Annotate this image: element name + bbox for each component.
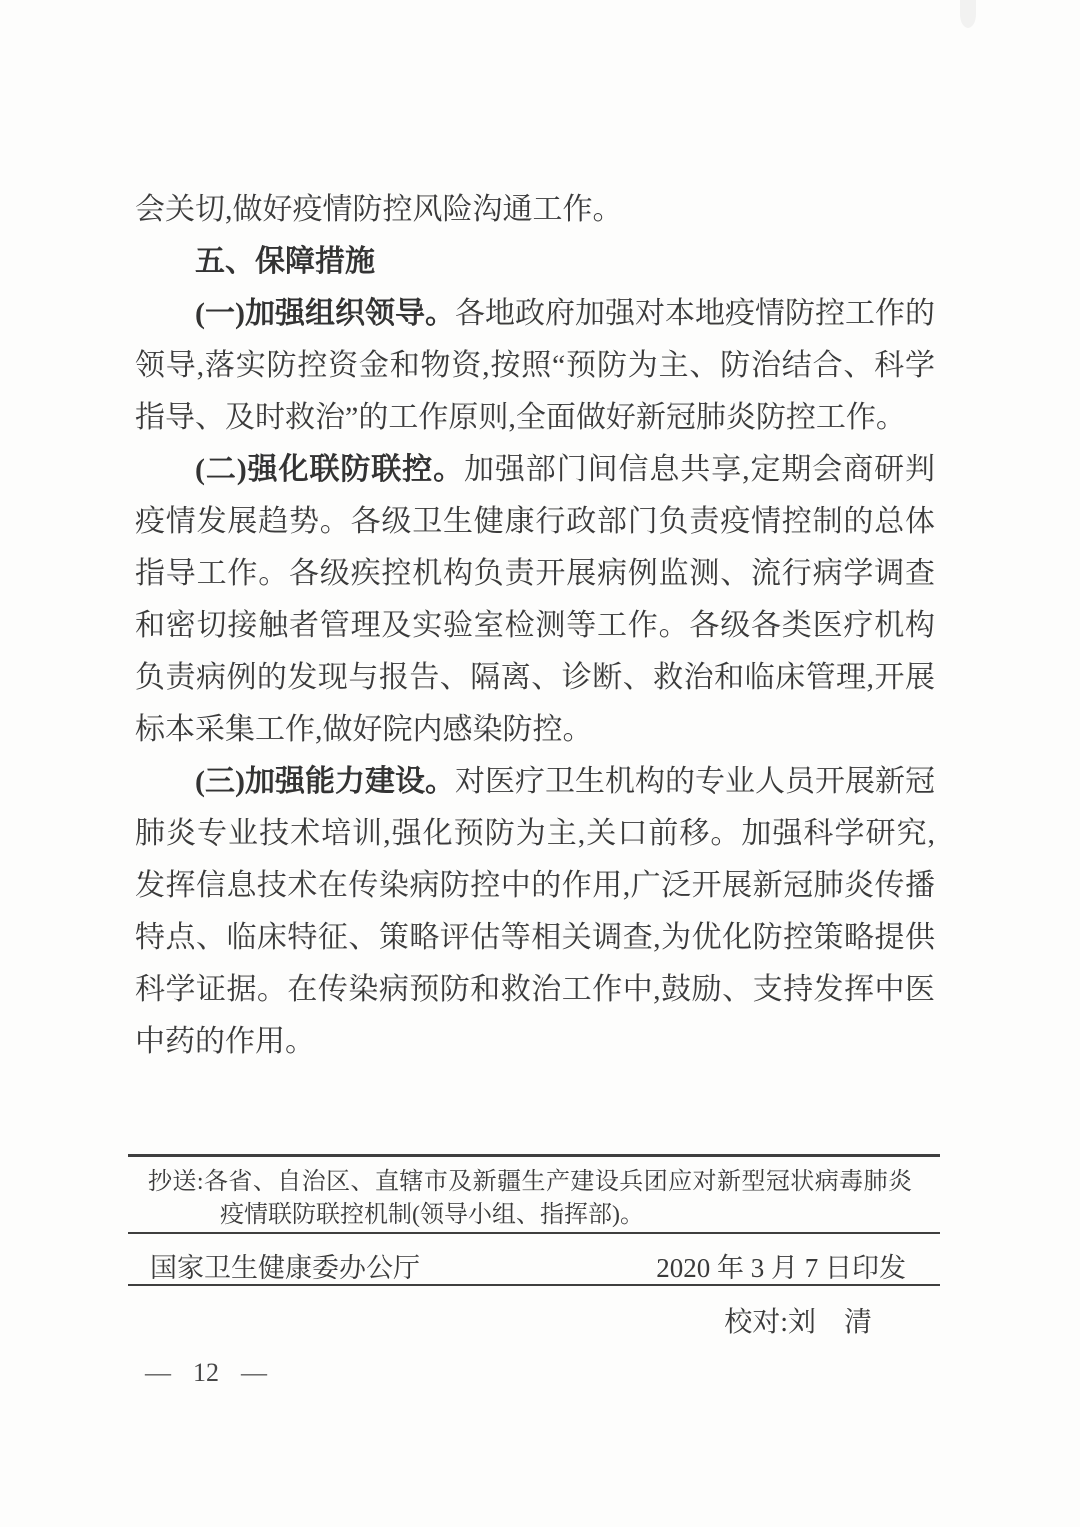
page-number-dash-right: — <box>241 1358 267 1387</box>
paragraph-lead: (二)强化联防联控。 <box>195 453 464 486</box>
paragraph-lead: (三)加强能力建设。 <box>195 765 455 798</box>
document-body <box>135 184 935 1068</box>
proofreader: 校对:刘 清 <box>724 1307 872 1338</box>
footer-divider-middle <box>128 1232 940 1234</box>
page-number-value: 12 <box>193 1358 219 1387</box>
section-heading: 五、保障措施 <box>195 245 375 278</box>
cc-note <box>148 1166 912 1232</box>
paragraph-lead: (一)加强组织领导。 <box>195 297 455 330</box>
footer-divider-top <box>128 1154 940 1157</box>
issuer-row <box>150 1246 906 1285</box>
paragraph-continuation: 会关切,做好疫情防控风险沟通工作。 <box>135 193 623 226</box>
scan-artifact <box>960 0 976 28</box>
issuer: 国家卫生健康委办公厅 <box>150 1253 420 1283</box>
paragraph-text: 各地政府加强对本地疫情防控工作的领导,落实防控资金和物资,按照“预防为主、防治结合、科学指导、及时救治”的工作原则,全面做好新冠肺炎防控工作。 <box>135 297 936 434</box>
cc-note-text: 抄送:各省、自治区、直辖市及新疆生产建设兵团应对新型冠状病毒肺炎疫情联防联控机制(领导小组、指挥部)。 <box>148 1169 912 1228</box>
footer-divider-bottom <box>128 1284 940 1286</box>
paragraph <box>135 444 935 756</box>
paragraph <box>135 756 935 1068</box>
paragraph-text: 对医疗卫生机构的专业人员开展新冠肺炎专业技术培训,强化预防为主,关口前移。加强科学研究,发挥信息技术在传染病防控中的作用,广泛开展新冠肺炎传播特点、临床特征、策略评估等相关调查,为优化防控策略提供科学证据。在传染病预防和救治工作中,鼓励、支持发挥中医中药的作用。 <box>135 765 936 1058</box>
page-number <box>145 1358 267 1388</box>
paragraph-text: 加强部门间信息共享,定期会商研判疫情发展趋势。各级卫生健康行政部门负责疫情控制的总体指导工作。各级疾控机构负责开展病例监测、流行病学调查和密切接触者管理及实验室检测等工作。各级各类医疗机构负责病例的发现与报告、隔离、诊断、救治和临床管理,开展标本采集工作,做好院内感染防控。 <box>135 453 936 746</box>
print-date: 2020 年 3 月 7 日印发 <box>656 1253 906 1283</box>
page-number-dash-left: — <box>145 1358 171 1387</box>
paragraph <box>135 288 935 444</box>
